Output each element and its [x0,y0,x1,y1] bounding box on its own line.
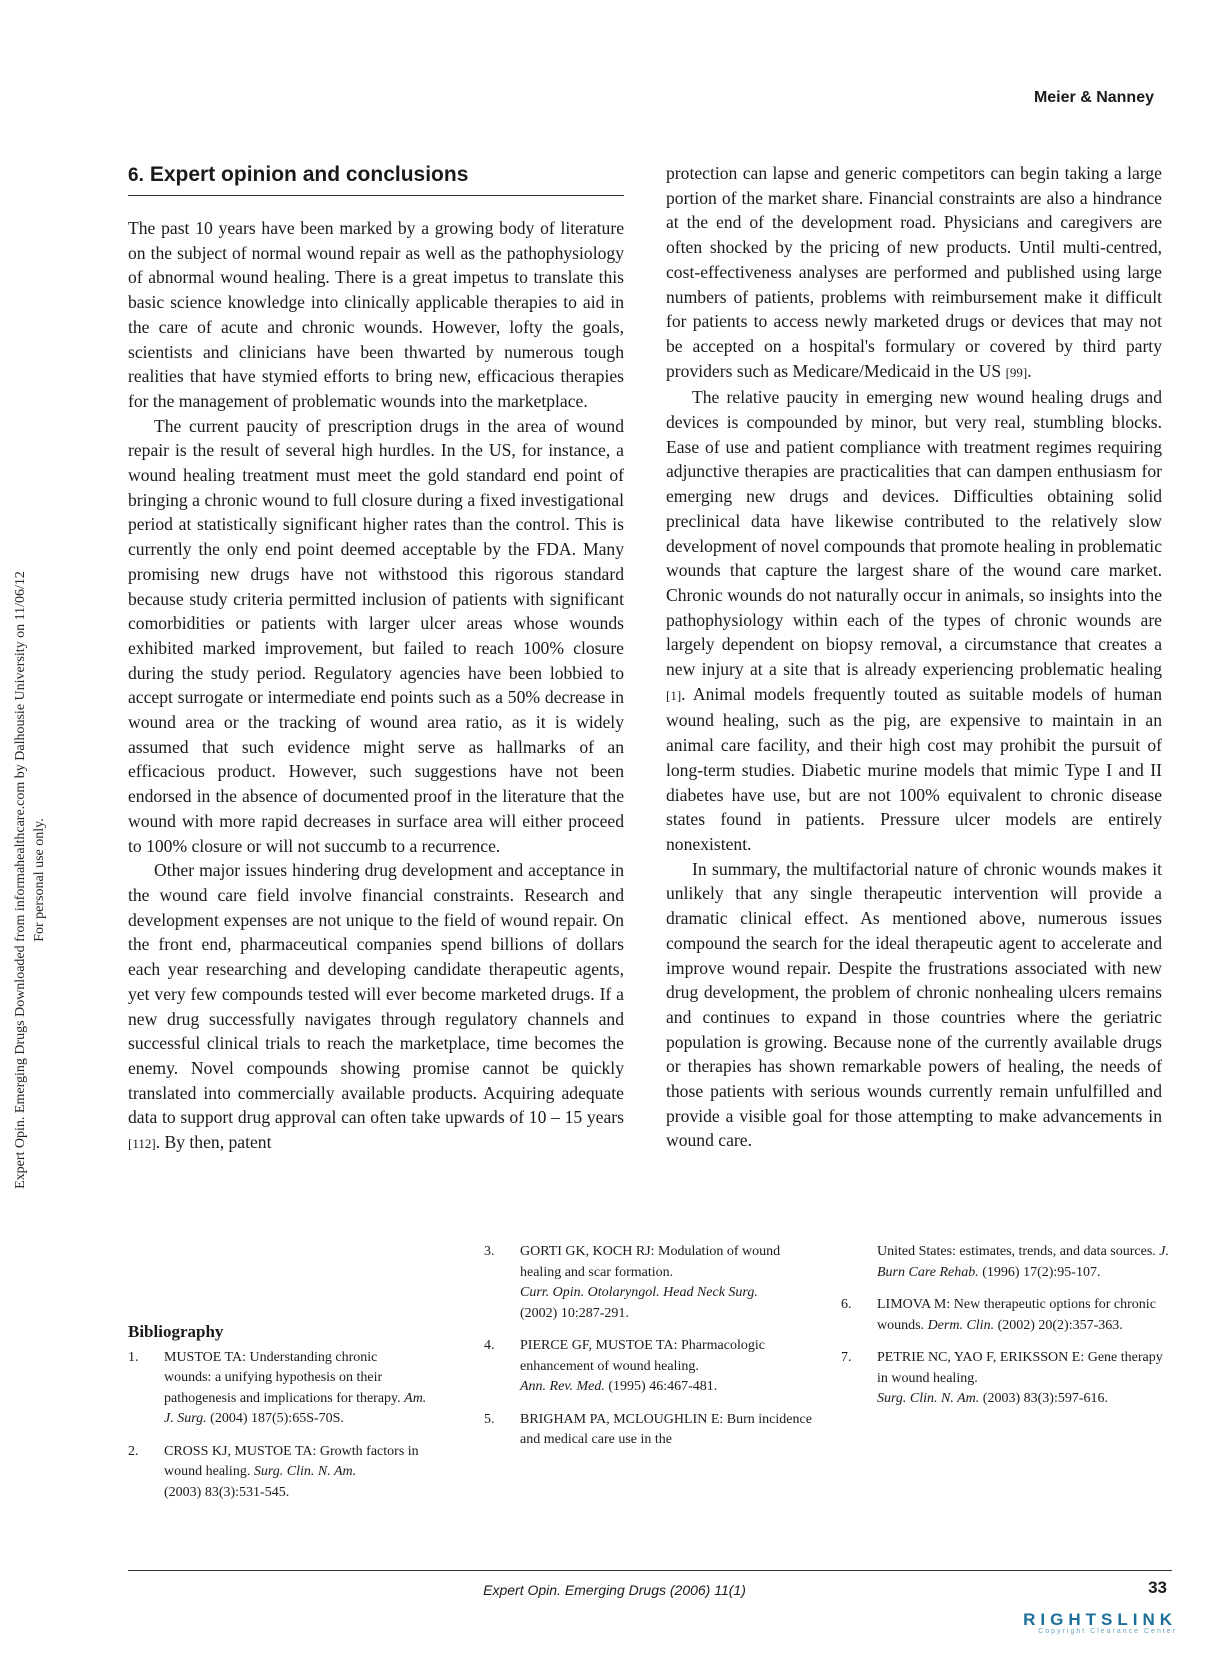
right-text-column [666,161,1162,1153]
entry-authors: BRIGHAM PA, MCLOUGHLIN E: Burn incidence and medical care use in the [520,1411,812,1447]
bibliography-entry [128,1348,428,1430]
paragraph-text: . [1027,360,1032,381]
entry-details: (2002) 20(2):357-363. [997,1317,1123,1333]
entry-details: (2003) 83(3):531-545. [164,1484,290,1500]
download-watermark-line2: For personal use only. [32,818,47,942]
bibliography-entry [128,1442,428,1504]
entry-details: (2004) 187(5):65S-70S. [210,1411,344,1426]
bibliography-column-1 [128,1322,428,1515]
paragraph-text: The relative paucity in emerging new wound healing drugs and devices is compounded by minor, but very real, stumbling blocks. Ease of use and patient compliance with treatment regimes requiring adjunctive therapies are practicalities that can dampen enthusiasm for emerging new drugs and devices. Difficulties obtaining solid preclinical data have likewise contributed to the relatively slow development of novel compounds that promote healing in problematic wounds that capture the largest share of the wound care market. Chronic wounds do not naturally occur in animals, so insights into the pathophysiology within each of the types of chronic wounds are largely dependent on biopsy removal, a circumstance that creates a new injury at a site that is already experiencing problematic healing [666,387,1162,680]
entry-authors: GORTI GK, KOCH RJ: Modulation of wound healing and scar formation. [520,1244,781,1280]
entry-authors: CROSS KJ, MUSTOE TA: Growth factors in wound healing. [164,1443,419,1479]
entry-journal: Surg. Clin. N. Am. [877,1391,980,1406]
entry-journal: Curr. Opin. Otolaryngol. Head Neck Surg. [520,1285,758,1300]
section-title: Expert opinion and conclusions [149,163,469,186]
citation-ref[interactable]: [1] [666,687,682,703]
entry-journal: Ann. Rev. Med. [520,1379,605,1394]
citation-ref[interactable]: [99] [1005,364,1028,380]
entry-number: 6. [841,1297,852,1312]
bibliography-entry [484,1242,814,1324]
citation-ref[interactable]: [112] [128,1136,156,1152]
entry-journal: Derm. Clin. [927,1317,995,1333]
rightslink-wordmark: RIGHTSLINK [1023,1610,1177,1629]
paragraph [666,161,1162,385]
download-watermark-line1: Expert Opin. Emerging Drugs Downloaded from informahealthcare.com by Dalhousie University on 11/06/12 [13,571,28,1189]
entry-authors: LIMOVA M: New therapeutic options for chronic wounds. [877,1297,1156,1333]
rightslink-subtitle: Copyright Clearance Center [1038,1628,1177,1635]
entry-number: 2. [128,1443,139,1459]
paragraph [128,858,624,1156]
paragraph: In summary, the multifactorial nature of chronic wounds makes it unlikely that any single therapeutic intervention will provide a dramatic clinical effect. As mentioned above, numerous issues compound the search for the ideal therapeutic agent to accelerate and improve wound repair. Despite the frustrations associated with new drug development, the problem of chronic nonhealing ulcers remains and continues to expand in those countries where the geriatric population is growing. Because none of the currently available drugs or therapies has shown remarkable powers of healing, the needs of those patients with serious wounds currently remain unfulfilled and provide a visible goal for those attempting to make advancements in wound care. [666,858,1162,1151]
footer-divider [128,1570,1172,1571]
footer-journal-citation [0,1582,1229,1598]
left-text-column [128,161,624,1157]
paragraph-text: protection can lapse and generic competitors can begin taking a large portion of the market share. Financial constraints are also a hindrance at the end of the development road. Physicians and caregivers are often shocked by the pricing of new products. Until multi-centred, cost-effectiveness analyses are performed and published using large numbers of patients, problems with reimbursement make it difficult for patients to access newly marketed drugs or devices that may not be accepted on a hospital's formulary or covered by third party providers such as Medicare/Medicaid in the US [666,163,1162,381]
bibliography-entry [841,1295,1171,1336]
entry-number: 1. [128,1349,139,1365]
bibliography-column-2 [484,1242,814,1463]
entry-number: 4. [484,1338,495,1353]
entry-number: 5. [484,1411,495,1427]
bibliography-column-3 [841,1242,1171,1422]
paragraph-text: Other major issues hindering drug development and acceptance in the wound care field involve financial constraints. Research and development expenses are not unique to the field of wound repair. On the front end, pharmaceutical companies spend billions of dollars each year researching and developing candidate therapeutic agents, yet very few compounds tested will ever become marketed drugs. If a new drug successfully navigates through regulatory channels and successful clinical trials to reach the marketplace, time becomes the enemy. Novel compounds showing promise cannot be quickly translated into commercially available products. Acquiring adequate data to support drug approval can often take upwards of 10 – 15 years [128,860,624,1128]
paragraph-text: . Animal models frequently touted as suitable models of human wound healing, such as the pig, are expensive to maintain in an animal care facility, and their high cost may prohibit the pursuit of long-term studies. Diabetic murine models that mimic Type I and II diabetes have use, but are not 100% equivalent to chronic disease states found in patients. Pressure ulcer models are entirely nonexistent. [666,683,1162,854]
bibliography-entry-continued [841,1242,1171,1283]
entry-journal: J. Burn Care Rehab. [877,1244,1169,1280]
entry-details: (2003) 83(3):597-616. [982,1391,1108,1406]
entry-authors: United States: estimates, trends, and data sources. [877,1244,1156,1259]
section-heading [128,161,624,196]
bibliography-entry [841,1348,1171,1410]
bibliography-entry [484,1410,814,1451]
footer-journal-text: Expert Opin. Emerging Drugs (2006) 11(1) [483,1582,746,1598]
section-number: 6. [128,165,144,186]
paragraph-text: . By then, patent [155,1132,272,1153]
download-watermark [0,0,60,1654]
entry-number: 7. [841,1350,852,1365]
entry-details: (1995) 46:467-481. [608,1379,718,1394]
paragraph [666,385,1162,856]
entry-details: (2002) 10:287-291. [520,1305,629,1321]
entry-authors: MUSTOE TA: Understanding chronic wounds: a unifying hypothesis on their pathogenesis and implications for therapy. [164,1349,401,1406]
page-number: 33 [1148,1578,1167,1597]
entry-authors: PIERCE GF, MUSTOE TA: Pharmacologic enhancement of wound healing. [520,1338,765,1374]
entry-authors: PETRIE NC, YAO F, ERIKSSON E: Gene therapy in wound healing. [877,1350,1163,1386]
entry-details: (1996) 17(2):95-107. [982,1264,1101,1280]
bibliography-entry [484,1336,814,1398]
paragraph: The past 10 years have been marked by a growing body of literature on the subject of normal wound repair as well as the pathophysiology of abnormal wound healing. There is a great impetus to translate this basic science knowledge into clinically applicable therapies to aid in the care of acute and chronic wounds. However, lofty the goals, scientists and clinicians have been thwarted by numerous tough realities that have stymied efforts to bring new, efficacious therapies for the management of problematic wounds into the marketplace. [128,218,624,411]
entry-journal: Am. J. Surg. [164,1390,427,1426]
running-header-authors: Meier & Nanney [1033,89,1154,106]
bibliography-title: Bibliography [128,1322,224,1341]
entry-number: 3. [484,1244,495,1259]
rightslink-logo[interactable] [1023,1610,1177,1635]
paragraph: The current paucity of prescription drugs in the area of wound repair is the result of several high hurdles. In the US, for instance, a wound healing treatment must meet the gold standard end point of bringing a chronic wound to full closure during a fixed investigational period at statistically significant higher rates than the control. This is currently the only end point deemed acceptable by the FDA. Many promising new drugs have not withstood this rigorous standard because study criteria permitted inclusion of patients with significant comorbidities or patients with larger ulcer areas whose wounds exhibited marked improvement, but failed to reach 100% closure during the study period. Regulatory agencies have been lobbied to accept surrogate or intermediate end points such as a 50% decrease in wound area or the tracking of wound area ratio, as it is widely assumed that such evidence might serve as hallmarks of an efficacious product. However, such suggestions have not been endorsed in the absence of documented proof in the literature that the wound with more rapid decreases in surface area will either proceed to 100% closure or will not succumb to a recurrence. [128,415,624,856]
entry-journal: Surg. Clin. N. Am. [253,1464,357,1479]
